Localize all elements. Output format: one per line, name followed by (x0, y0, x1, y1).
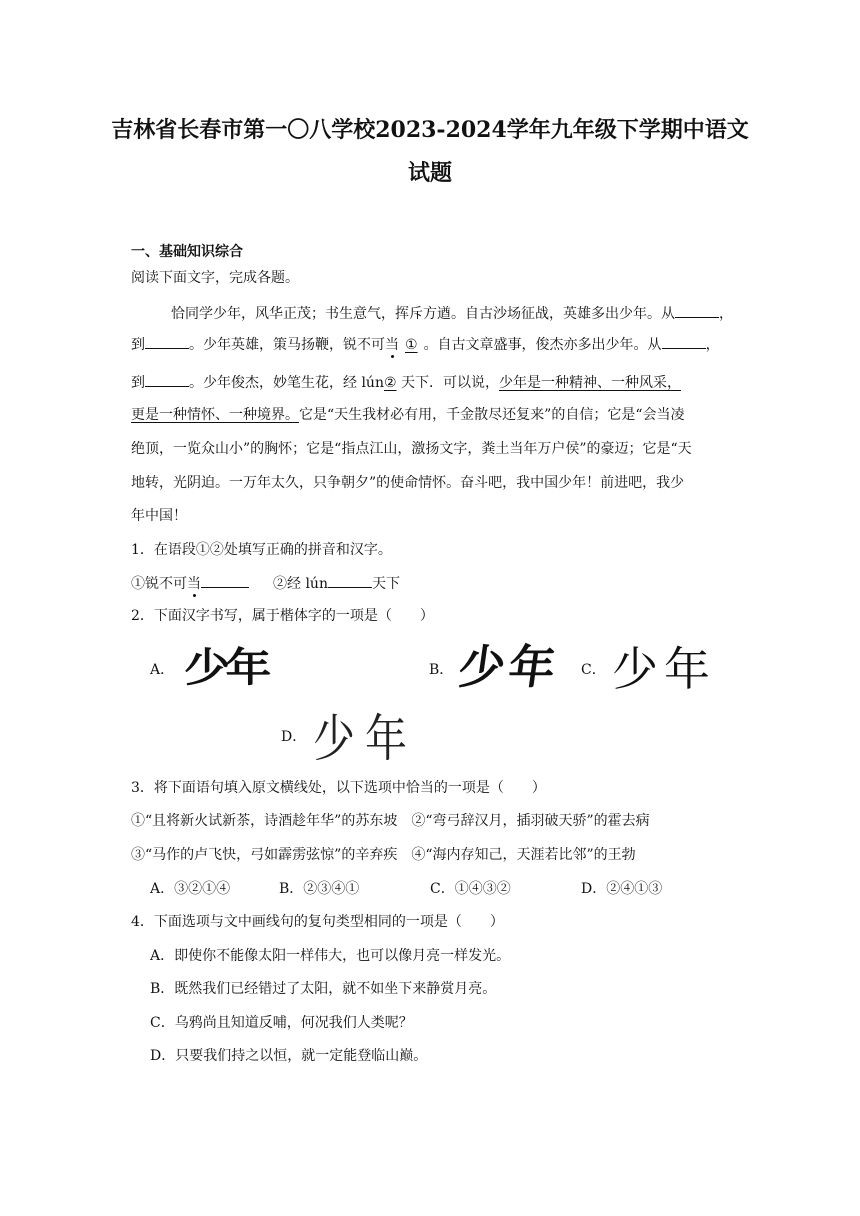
passage-text: 。少年英雄，策马扬鞭，锐不可 (189, 337, 385, 353)
answer-label: ①锐不可 (131, 576, 187, 592)
passage-text: ， (719, 306, 733, 322)
passage-line-2 (131, 334, 720, 355)
answer-blank-1[interactable] (201, 573, 249, 588)
passage-text: 天下．可以说， (396, 375, 499, 391)
section-heading: 一、基础知识综合 (131, 244, 243, 260)
question-1-stem: 1．在语段①②处填写正确的拼音和汉字。 (131, 542, 392, 558)
fill-blank[interactable] (675, 303, 719, 318)
option-d-label[interactable]: D． (281, 729, 307, 745)
question-3-line-1 (131, 811, 650, 831)
passage-line-4 (131, 405, 684, 425)
question-3-line-2 (131, 845, 636, 865)
fill-blank[interactable] (145, 334, 189, 349)
quote-item: ④“海内存知己，天涯若比邻”的王勃 (411, 847, 636, 863)
underlined-sentence: 少年是一种精神、一种风采， (498, 375, 681, 391)
quote-item: ①“且将新火试新茶，诗酒趁年华”的苏东坡 (131, 813, 398, 829)
section-instruction: 阅读下面文字，完成各题。 (131, 270, 299, 286)
calligraphy-sample-d[interactable]: 少年 (313, 709, 418, 768)
emphasis-dot-char: 当 (385, 337, 399, 353)
fill-blank[interactable] (145, 372, 189, 387)
passage-line-1 (171, 303, 733, 324)
option-b-label[interactable]: B． (429, 662, 454, 678)
option-c-label[interactable]: C． (581, 662, 606, 678)
passage-text: 它是“天生我材必有用，千金散尽还复来”的自信；它是“会当凌 (299, 407, 685, 423)
q3-option-d[interactable]: D．②④①③ (581, 881, 663, 897)
q4-option-c[interactable]: C．乌鸦尚且知道反哺，何况我们人类呢？ (150, 1015, 413, 1031)
option-a-label[interactable]: A． (150, 662, 175, 678)
calligraphy-sample-c[interactable]: 少年 (612, 642, 716, 696)
passage-text: 到 (131, 337, 145, 353)
page-title-line2: 试题 (407, 160, 452, 186)
blank-mark-1[interactable]: ① (405, 337, 418, 353)
passage-line-6: 地转，光阴迫。一万年太久，只争朝夕”的使命情怀。奋斗吧，我中国少年！前进吧，我少 (131, 475, 685, 491)
question-4-stem: 4．下面选项与文中画线句的复句类型相同的一项是（ ） (131, 914, 504, 930)
question-3-stem: 3．将下面语句填入原文横线处，以下选项中恰当的一项是（ ） (131, 780, 546, 796)
page-title-line1: 吉林省长春市第一〇八学校2023-2024学年九年级下学期中语文 (111, 117, 749, 143)
passage-text: 到 (131, 375, 145, 391)
passage-text: ， (705, 337, 720, 353)
calligraphy-sample-b[interactable]: 少年 (455, 640, 563, 694)
q3-option-a[interactable]: A．③②①④ (150, 881, 231, 897)
emphasis-dot-char: 当 (187, 576, 201, 592)
calligraphy-sample-a[interactable]: 少年 (184, 645, 267, 691)
passage-text: 。少年俊杰，妙笔生花，经 lún (189, 375, 384, 391)
passage-text: 恰同学少年，风华正茂；书生意气，挥斥方遒。自古沙场征战，英雄多出少年。从 (171, 306, 675, 322)
answer-blank-2[interactable] (328, 573, 372, 588)
quote-item: ③“马作的卢飞快，弓如霹雳弦惊”的辛弃疾 (131, 847, 398, 863)
answer-label: ②经 lún (273, 576, 328, 592)
q3-option-c[interactable]: C．①④③② (430, 881, 511, 897)
passage-line-5: 绝顶，一览众山小”的胸怀；它是“指点江山，激扬文字，粪土当年万户侯”的豪迈；它是“天 (131, 441, 692, 457)
passage-line-7: 年中国！ (131, 508, 187, 524)
fill-blank[interactable] (662, 334, 706, 349)
passage-text: 。自古文章盛事，俊杰亦多出少年。从 (423, 337, 662, 353)
q4-option-a[interactable]: A．即使你不能像太阳一样伟大，也可以像月亮一样发光。 (150, 948, 511, 964)
q4-option-d[interactable]: D．只要我们持之以恒，就一定能登临山巅。 (150, 1048, 428, 1064)
passage-line-3 (131, 372, 681, 393)
quote-item: ②“弯弓辞汉月，插羽破天骄”的霍去病 (411, 813, 650, 829)
q4-option-b[interactable]: B．既然我们已经错过了太阳，就不如坐下来静赏月亮。 (150, 981, 497, 997)
underlined-sentence: 更是一种情怀、一种境界。 (131, 407, 299, 423)
q3-option-b[interactable]: B．②③④① (279, 881, 360, 897)
answer-label: 天下 (371, 576, 400, 592)
question-1-answers (131, 573, 400, 594)
blank-mark-2[interactable]: ② (383, 375, 397, 391)
question-2-stem: 2．下面汉字书写，属于楷体字的一项是（ ） (131, 608, 434, 624)
